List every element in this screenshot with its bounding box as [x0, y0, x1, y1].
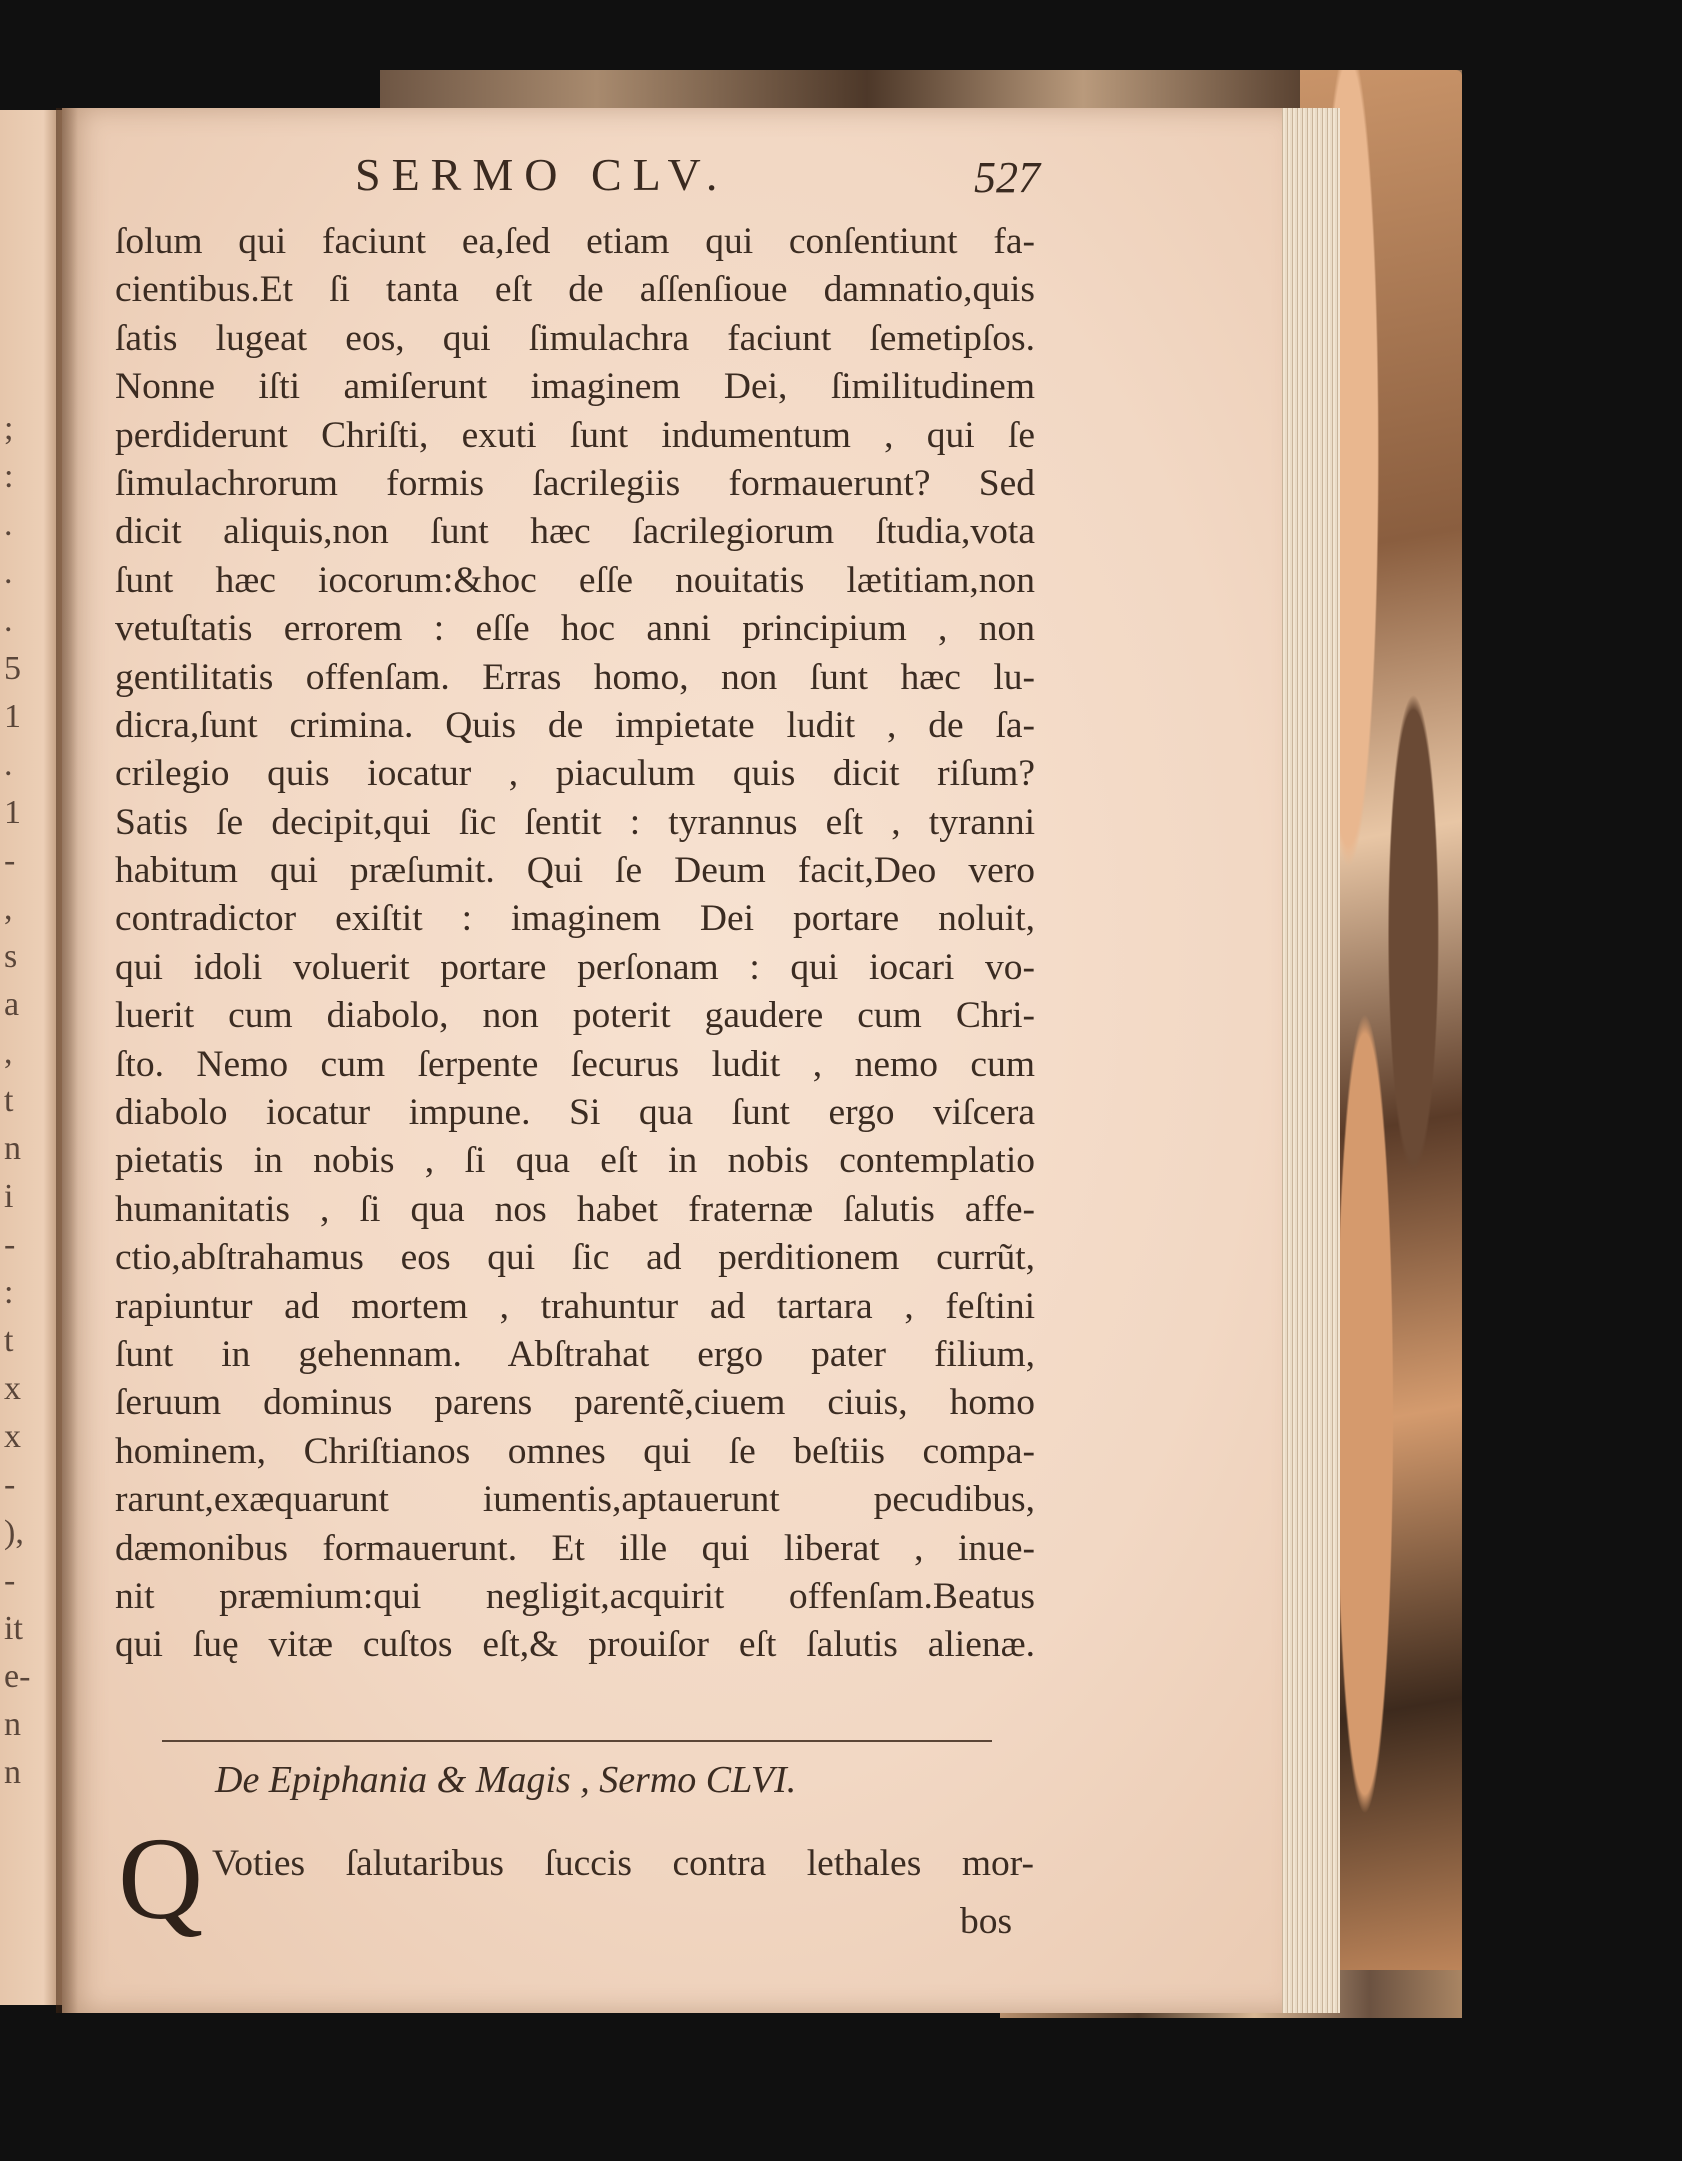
- facing-page-margin: [0, 110, 62, 2005]
- section-title: De Epiphania & Magis , Sermo CLVI.: [215, 1759, 797, 1801]
- facing-page-fragment: -: [4, 1466, 16, 1503]
- text-line: ſunt hæc iocorum:&hoc eſſe nouitatis lætitiam,non: [115, 559, 1035, 601]
- facing-page-fragment: t: [4, 1322, 14, 1359]
- text-line: ſatis lugeat eos, qui ſimulachra faciunt ſemetipſos.: [115, 317, 1035, 359]
- facing-page-fragment: x: [4, 1418, 21, 1455]
- facing-page-fragment: -: [4, 1226, 16, 1263]
- facing-page-fragment: it: [4, 1610, 23, 1647]
- text-line: rapiuntur ad mortem , trahuntur ad tartara , feſtini: [115, 1285, 1035, 1327]
- text-line: dæmonibus formauerunt. Et ille qui liberat , inue-: [115, 1527, 1035, 1569]
- text-line: hominem, Chriſtianos omnes qui ſe beſtiis compa-: [115, 1430, 1035, 1472]
- facing-page-fragment: 5: [4, 650, 21, 687]
- facing-page-fragment: ,: [4, 890, 13, 927]
- text-line: crilegio quis iocatur , piaculum quis dicit riſum?: [115, 753, 1035, 795]
- facing-page-fragment: n: [4, 1130, 21, 1167]
- new-sermon-first-line: Voties ſalutaribus ſuccis contra lethales mor-: [212, 1843, 1034, 1884]
- text-line: qui ſuę vitæ cuſtos eſt,& prouiſor eſt ſalutis alienæ.: [115, 1624, 1035, 1666]
- text-line: dicit aliquis,non ſunt hæc ſacrilegiorum ſtudia,vota: [115, 511, 1035, 553]
- text-line: ſunt in gehennam. Abſtrahat ergo pater filium,: [115, 1333, 1035, 1375]
- facing-page-fragment: 1: [4, 794, 21, 831]
- facing-page-fragment: :: [4, 1274, 14, 1311]
- text-line: contradictor exiſtit : imaginem Dei portare noluit,: [115, 898, 1035, 940]
- gutter-shadow: [56, 108, 78, 2013]
- page-number: 527: [974, 153, 1040, 202]
- text-line: rarunt,exæquarunt iumentis,aptauerunt pecudibus,: [115, 1479, 1035, 1521]
- facing-page-fragment: i: [4, 1178, 14, 1215]
- sermon-text: [115, 218, 1035, 1670]
- drop-cap: Q: [118, 1813, 204, 1944]
- facing-page-fragment: n: [4, 1754, 21, 1791]
- facing-page-fragment: ;: [4, 410, 14, 447]
- facing-page-fragment: .: [4, 746, 13, 783]
- text-line: humanitatis , ſi qua nos habet fraternæ ſalutis affe-: [115, 1188, 1035, 1230]
- text-line: ſolum qui faciunt ea,ſed etiam qui conſentiunt fa-: [115, 221, 1035, 262]
- facing-page-fragment: x: [4, 1370, 21, 1407]
- facing-page-fragment: :: [4, 458, 14, 495]
- facing-page-fragment: t: [4, 1082, 14, 1119]
- text-line: qui idoli voluerit portare perſonam : qui iocari vo-: [115, 946, 1035, 988]
- facing-page-fragment: -: [4, 842, 16, 879]
- text-line: perdiderunt Chriſti, exuti ſunt indumentum , qui ſe: [115, 414, 1035, 456]
- text-line: Nonne iſti amiſerunt imaginem Dei, ſimilitudinem: [115, 366, 1035, 408]
- facing-page-fragment: e-: [4, 1658, 31, 1695]
- text-line: habitum qui præſumit. Qui ſe Deum facit,Deo vero: [115, 850, 1035, 892]
- facing-page-fragment: ,: [4, 1034, 13, 1071]
- text-line: ſimulachrorum formis ſacrilegiis formauerunt? Sed: [115, 462, 1035, 504]
- facing-page-fragment: n: [4, 1706, 21, 1743]
- text-line: ſto. Nemo cum ſerpente ſecurus ludit , nemo cum: [115, 1043, 1035, 1085]
- page-fore-edge: [1280, 108, 1340, 2013]
- text-line: ctio,abſtrahamus eos qui ſic ad perditionem currũt,: [115, 1237, 1035, 1279]
- catchword: bos: [960, 1901, 1013, 1942]
- facing-page-fragment: .: [4, 506, 13, 543]
- facing-page-fragment: .: [4, 554, 13, 591]
- text-line: diabolo iocatur impune. Si qua ſunt ergo viſcera: [115, 1092, 1035, 1134]
- facing-page-fragment: 1: [4, 698, 21, 735]
- text-line: gentilitatis offenſam. Erras homo, non ſunt hæc lu-: [115, 656, 1035, 698]
- page-header: [110, 148, 1040, 218]
- section-divider: [162, 1740, 992, 1742]
- facing-page-fragment: ),: [4, 1514, 24, 1551]
- text-line: ſeruum dominus parens parentẽ,ciuem ciuis, homo: [115, 1382, 1035, 1424]
- facing-page-fragment: a: [4, 986, 20, 1023]
- text-line: Satis ſe decipit,qui ſic ſentit : tyrannus eſt , tyranni: [115, 801, 1035, 843]
- facing-page-fragment: s: [4, 938, 18, 975]
- text-line: nit præmium:qui negligit,acquirit offenſam.Beatus: [115, 1575, 1035, 1617]
- text-line: cientibus.Et ſi tanta eſt de aſſenſioue damnatio,quis: [115, 269, 1035, 311]
- facing-page-fragment: .: [4, 602, 13, 639]
- facing-page-fragment: -: [4, 1562, 16, 1599]
- text-line: pietatis in nobis , ſi qua eſt in nobis contemplatio: [115, 1140, 1035, 1182]
- text-line: vetuſtatis errorem : eſſe hoc anni principium , non: [115, 608, 1035, 650]
- text-line: luerit cum diabolo, non poterit gaudere cum Chri-: [115, 995, 1035, 1037]
- text-line: dicra,ſunt crimina. Quis de impietate ludit , de ſa-: [115, 704, 1035, 746]
- running-head: SERMO CLV.: [355, 149, 729, 200]
